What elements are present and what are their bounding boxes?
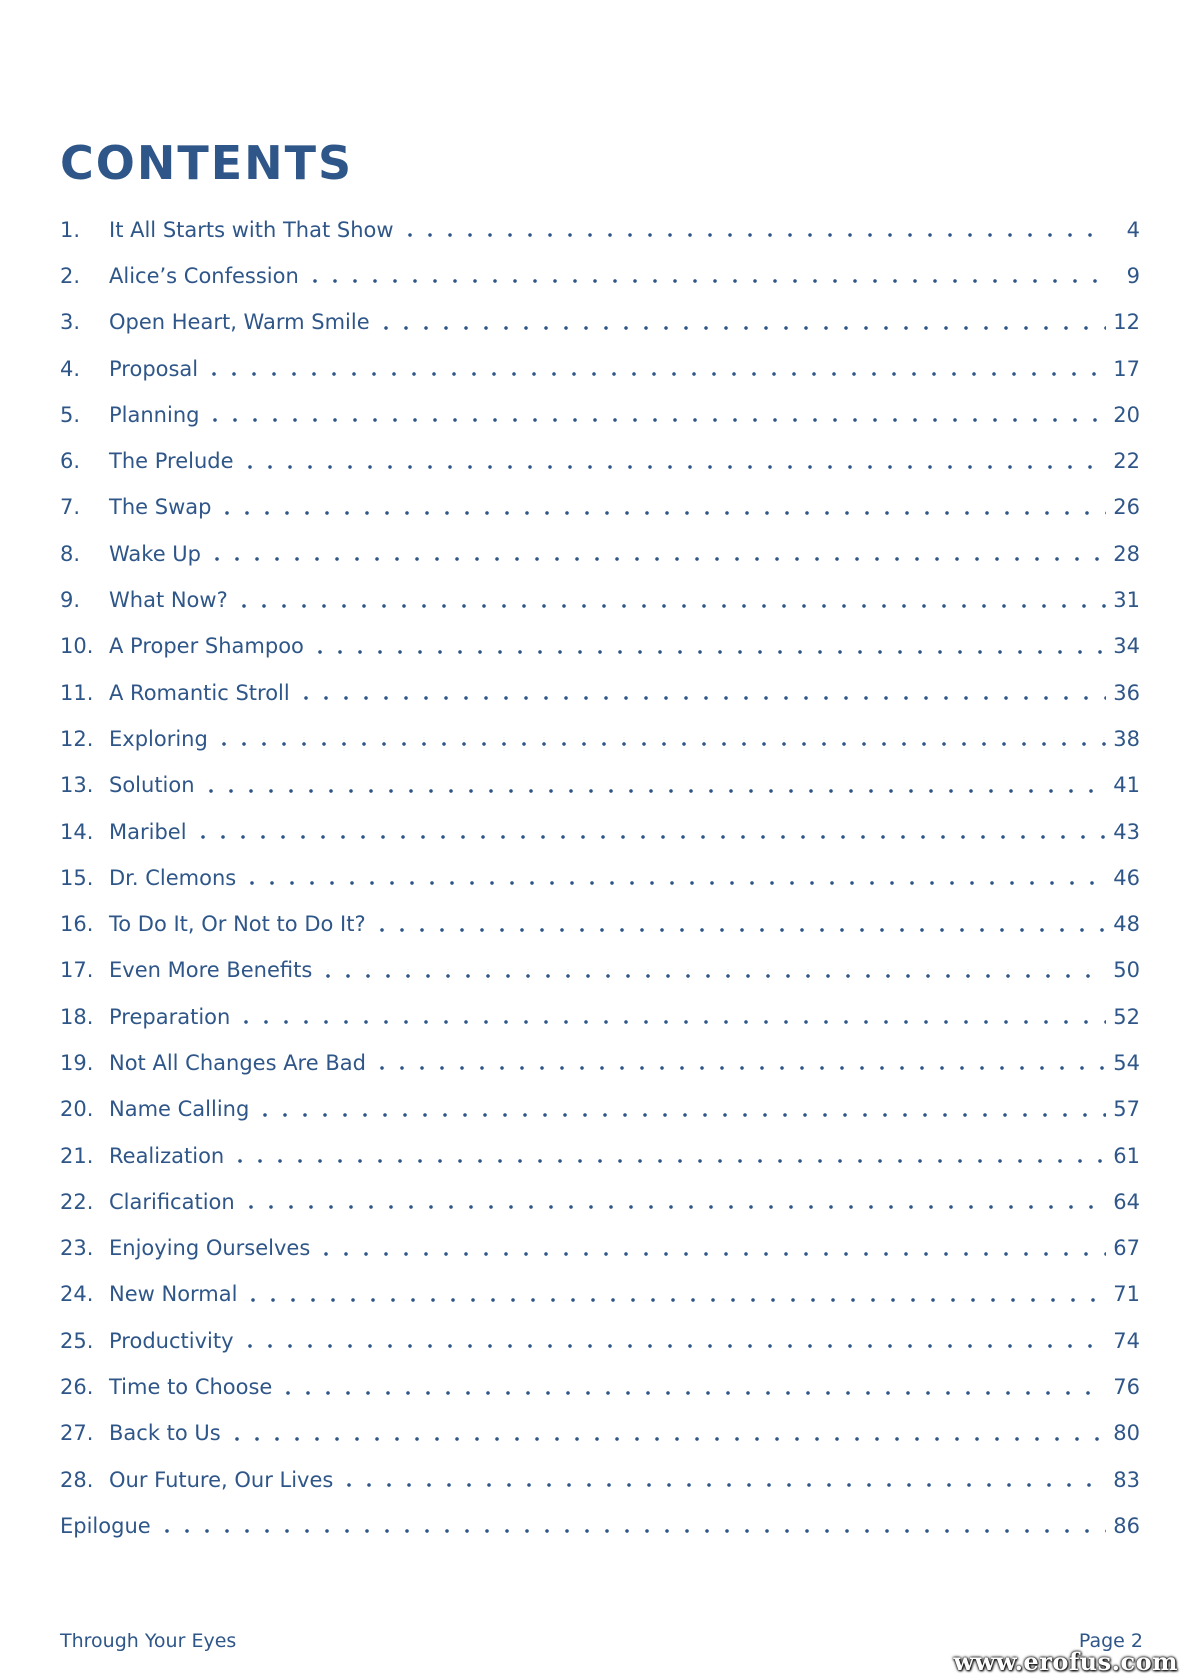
toc-number: 24. bbox=[60, 1282, 94, 1307]
toc-entry bbox=[60, 438, 1140, 484]
dot-leader bbox=[310, 650, 1106, 654]
toc-entry bbox=[60, 207, 1140, 253]
toc-number: 26. bbox=[60, 1375, 94, 1400]
dot-leader bbox=[193, 835, 1106, 839]
toc-page-number: 64 bbox=[1113, 1189, 1140, 1214]
dot-leader bbox=[400, 233, 1106, 237]
toc-entry-epilogue bbox=[60, 1503, 1140, 1549]
toc-page-number: 36 bbox=[1113, 680, 1140, 705]
toc-title: Solution bbox=[109, 773, 195, 798]
toc-entry bbox=[60, 1087, 1140, 1133]
toc-entry bbox=[60, 1133, 1140, 1179]
toc-entry bbox=[60, 300, 1140, 346]
dot-leader bbox=[372, 1066, 1106, 1070]
toc-number: 22. bbox=[60, 1189, 94, 1214]
toc-number: 18. bbox=[60, 1004, 94, 1029]
dot-leader bbox=[207, 557, 1106, 561]
toc-page-number: 83 bbox=[1113, 1467, 1140, 1492]
toc-page-number: 9 bbox=[1126, 263, 1140, 288]
toc-title: New Normal bbox=[109, 1282, 238, 1307]
toc-title: Productivity bbox=[109, 1328, 234, 1353]
toc-title: Back to Us bbox=[109, 1421, 221, 1446]
toc-number: 15. bbox=[60, 865, 94, 890]
toc-title: Our Future, Our Lives bbox=[109, 1467, 334, 1492]
toc-page-number: 86 bbox=[1113, 1513, 1140, 1538]
toc-number: 11. bbox=[60, 680, 94, 705]
dot-leader bbox=[318, 974, 1106, 978]
toc-page-number: 28 bbox=[1113, 541, 1140, 566]
toc-number: 5. bbox=[60, 402, 81, 427]
toc-number: 20. bbox=[60, 1097, 94, 1122]
toc-number: 23. bbox=[60, 1236, 94, 1261]
toc-page-number: 38 bbox=[1113, 726, 1140, 751]
toc-title: Planning bbox=[109, 402, 200, 427]
toc-entry bbox=[60, 855, 1140, 901]
toc-number: 13. bbox=[60, 773, 94, 798]
toc-entry bbox=[60, 1040, 1140, 1086]
dot-leader bbox=[236, 1020, 1106, 1024]
toc-entry bbox=[60, 1364, 1140, 1410]
dot-leader bbox=[227, 1437, 1106, 1441]
toc-page-number: 41 bbox=[1113, 773, 1140, 798]
dot-leader bbox=[204, 372, 1106, 376]
dot-leader bbox=[214, 742, 1106, 746]
toc-page-number: 34 bbox=[1113, 634, 1140, 659]
toc-number: 3. bbox=[60, 310, 81, 335]
toc-page-number: 61 bbox=[1113, 1143, 1140, 1168]
dot-leader bbox=[376, 326, 1106, 330]
toc-title: Exploring bbox=[109, 726, 208, 751]
dot-leader bbox=[234, 604, 1106, 608]
toc-entry bbox=[60, 253, 1140, 299]
toc-number: 21. bbox=[60, 1143, 94, 1168]
dot-leader bbox=[240, 1344, 1107, 1348]
toc-title: Time to Choose bbox=[109, 1375, 273, 1400]
toc-page-number: 76 bbox=[1113, 1375, 1140, 1400]
dot-leader bbox=[240, 465, 1106, 469]
dot-leader bbox=[278, 1391, 1106, 1395]
toc-page-number: 20 bbox=[1113, 402, 1140, 427]
toc-entry bbox=[60, 1179, 1140, 1225]
toc-entry bbox=[60, 346, 1140, 392]
toc-number: 9. bbox=[60, 588, 81, 613]
toc-entry bbox=[60, 670, 1140, 716]
toc-title: Name Calling bbox=[109, 1097, 250, 1122]
toc-entry bbox=[60, 531, 1140, 577]
dot-leader bbox=[305, 279, 1106, 283]
toc-page-number: 12 bbox=[1113, 310, 1140, 335]
toc-number: 28. bbox=[60, 1467, 94, 1492]
table-of-contents bbox=[60, 207, 1140, 1550]
toc-title: Wake Up bbox=[109, 541, 201, 566]
toc-entry bbox=[60, 716, 1140, 762]
toc-title: What Now? bbox=[109, 588, 228, 613]
dot-leader bbox=[157, 1529, 1106, 1533]
toc-number: 2. bbox=[60, 263, 81, 288]
dot-leader bbox=[372, 928, 1106, 932]
dot-leader bbox=[201, 789, 1106, 793]
toc-title: Enjoying Ourselves bbox=[109, 1236, 311, 1261]
toc-entry bbox=[60, 1411, 1140, 1457]
toc-title: To Do It, Or Not to Do It? bbox=[109, 912, 366, 937]
toc-number: 12. bbox=[60, 726, 94, 751]
toc-number: 8. bbox=[60, 541, 81, 566]
toc-entry bbox=[60, 1226, 1140, 1272]
toc-page-number: 52 bbox=[1113, 1004, 1140, 1029]
toc-page-number: 26 bbox=[1113, 495, 1140, 520]
toc-page-number: 48 bbox=[1113, 912, 1140, 937]
dot-leader bbox=[230, 1159, 1106, 1163]
toc-entry bbox=[60, 809, 1140, 855]
toc-number: 25. bbox=[60, 1328, 94, 1353]
toc-entry bbox=[60, 1272, 1140, 1318]
toc-entry bbox=[60, 577, 1140, 623]
toc-title: Epilogue bbox=[60, 1513, 151, 1538]
toc-number: 4. bbox=[60, 356, 81, 381]
dot-leader bbox=[296, 696, 1106, 700]
toc-title: Realization bbox=[109, 1143, 225, 1168]
toc-entry bbox=[60, 1457, 1140, 1503]
toc-entry bbox=[60, 763, 1140, 809]
toc-number: 16. bbox=[60, 912, 94, 937]
toc-title: Proposal bbox=[109, 356, 199, 381]
toc-page-number: 22 bbox=[1113, 449, 1140, 474]
toc-entry bbox=[60, 624, 1140, 670]
toc-page-number: 57 bbox=[1113, 1097, 1140, 1122]
dot-leader bbox=[243, 1298, 1106, 1302]
toc-entry bbox=[60, 1318, 1140, 1364]
toc-title: The Swap bbox=[109, 495, 212, 520]
dot-leader bbox=[217, 511, 1106, 515]
toc-page-number: 71 bbox=[1113, 1282, 1140, 1307]
dot-leader bbox=[242, 881, 1106, 885]
toc-entry bbox=[60, 994, 1140, 1040]
toc-number: 19. bbox=[60, 1050, 94, 1075]
toc-title: Dr. Clemons bbox=[109, 865, 237, 890]
toc-page-number: 46 bbox=[1113, 865, 1140, 890]
toc-page-number: 80 bbox=[1113, 1421, 1140, 1446]
toc-page-number: 31 bbox=[1113, 588, 1140, 613]
toc-page-number: 74 bbox=[1113, 1328, 1140, 1353]
dot-leader bbox=[339, 1483, 1106, 1487]
toc-entry bbox=[60, 948, 1140, 994]
toc-title: A Proper Shampoo bbox=[109, 634, 304, 659]
toc-entry bbox=[60, 901, 1140, 947]
toc-page-number: 50 bbox=[1113, 958, 1140, 983]
toc-title: Even More Benefits bbox=[109, 958, 313, 983]
toc-page-number: 54 bbox=[1113, 1050, 1140, 1075]
watermark: www.erofus.com bbox=[953, 1647, 1178, 1676]
toc-entry bbox=[60, 392, 1140, 438]
toc-number: 14. bbox=[60, 819, 94, 844]
toc-page-number: 17 bbox=[1113, 356, 1140, 381]
dot-leader bbox=[316, 1252, 1106, 1256]
toc-number: 6. bbox=[60, 449, 81, 474]
toc-title: Open Heart, Warm Smile bbox=[109, 310, 370, 335]
toc-number: 7. bbox=[60, 495, 81, 520]
toc-number: 1. bbox=[60, 217, 81, 242]
toc-title: It All Starts with That Show bbox=[109, 217, 394, 242]
toc-title: Not All Changes Are Bad bbox=[109, 1050, 366, 1075]
toc-entry bbox=[60, 485, 1140, 531]
toc-title: Maribel bbox=[109, 819, 187, 844]
toc-page-number: 4 bbox=[1126, 217, 1140, 242]
footer-book-title: Through Your Eyes bbox=[60, 1630, 237, 1652]
toc-title: Preparation bbox=[109, 1004, 231, 1029]
toc-number: 27. bbox=[60, 1421, 94, 1446]
toc-title: Alice’s Confession bbox=[109, 263, 299, 288]
toc-title: A Romantic Stroll bbox=[109, 680, 290, 705]
toc-number: 17. bbox=[60, 958, 94, 983]
dot-leader bbox=[205, 418, 1106, 422]
toc-page-number: 43 bbox=[1113, 819, 1140, 844]
dot-leader bbox=[255, 1113, 1106, 1117]
page-title: CONTENTS bbox=[60, 136, 354, 190]
toc-number: 10. bbox=[60, 634, 94, 659]
toc-title: The Prelude bbox=[109, 449, 234, 474]
dot-leader bbox=[241, 1205, 1106, 1209]
toc-page-number: 67 bbox=[1113, 1236, 1140, 1261]
toc-title: Clarification bbox=[109, 1189, 235, 1214]
footer-page-label: Page 2 bbox=[1078, 1630, 1143, 1652]
